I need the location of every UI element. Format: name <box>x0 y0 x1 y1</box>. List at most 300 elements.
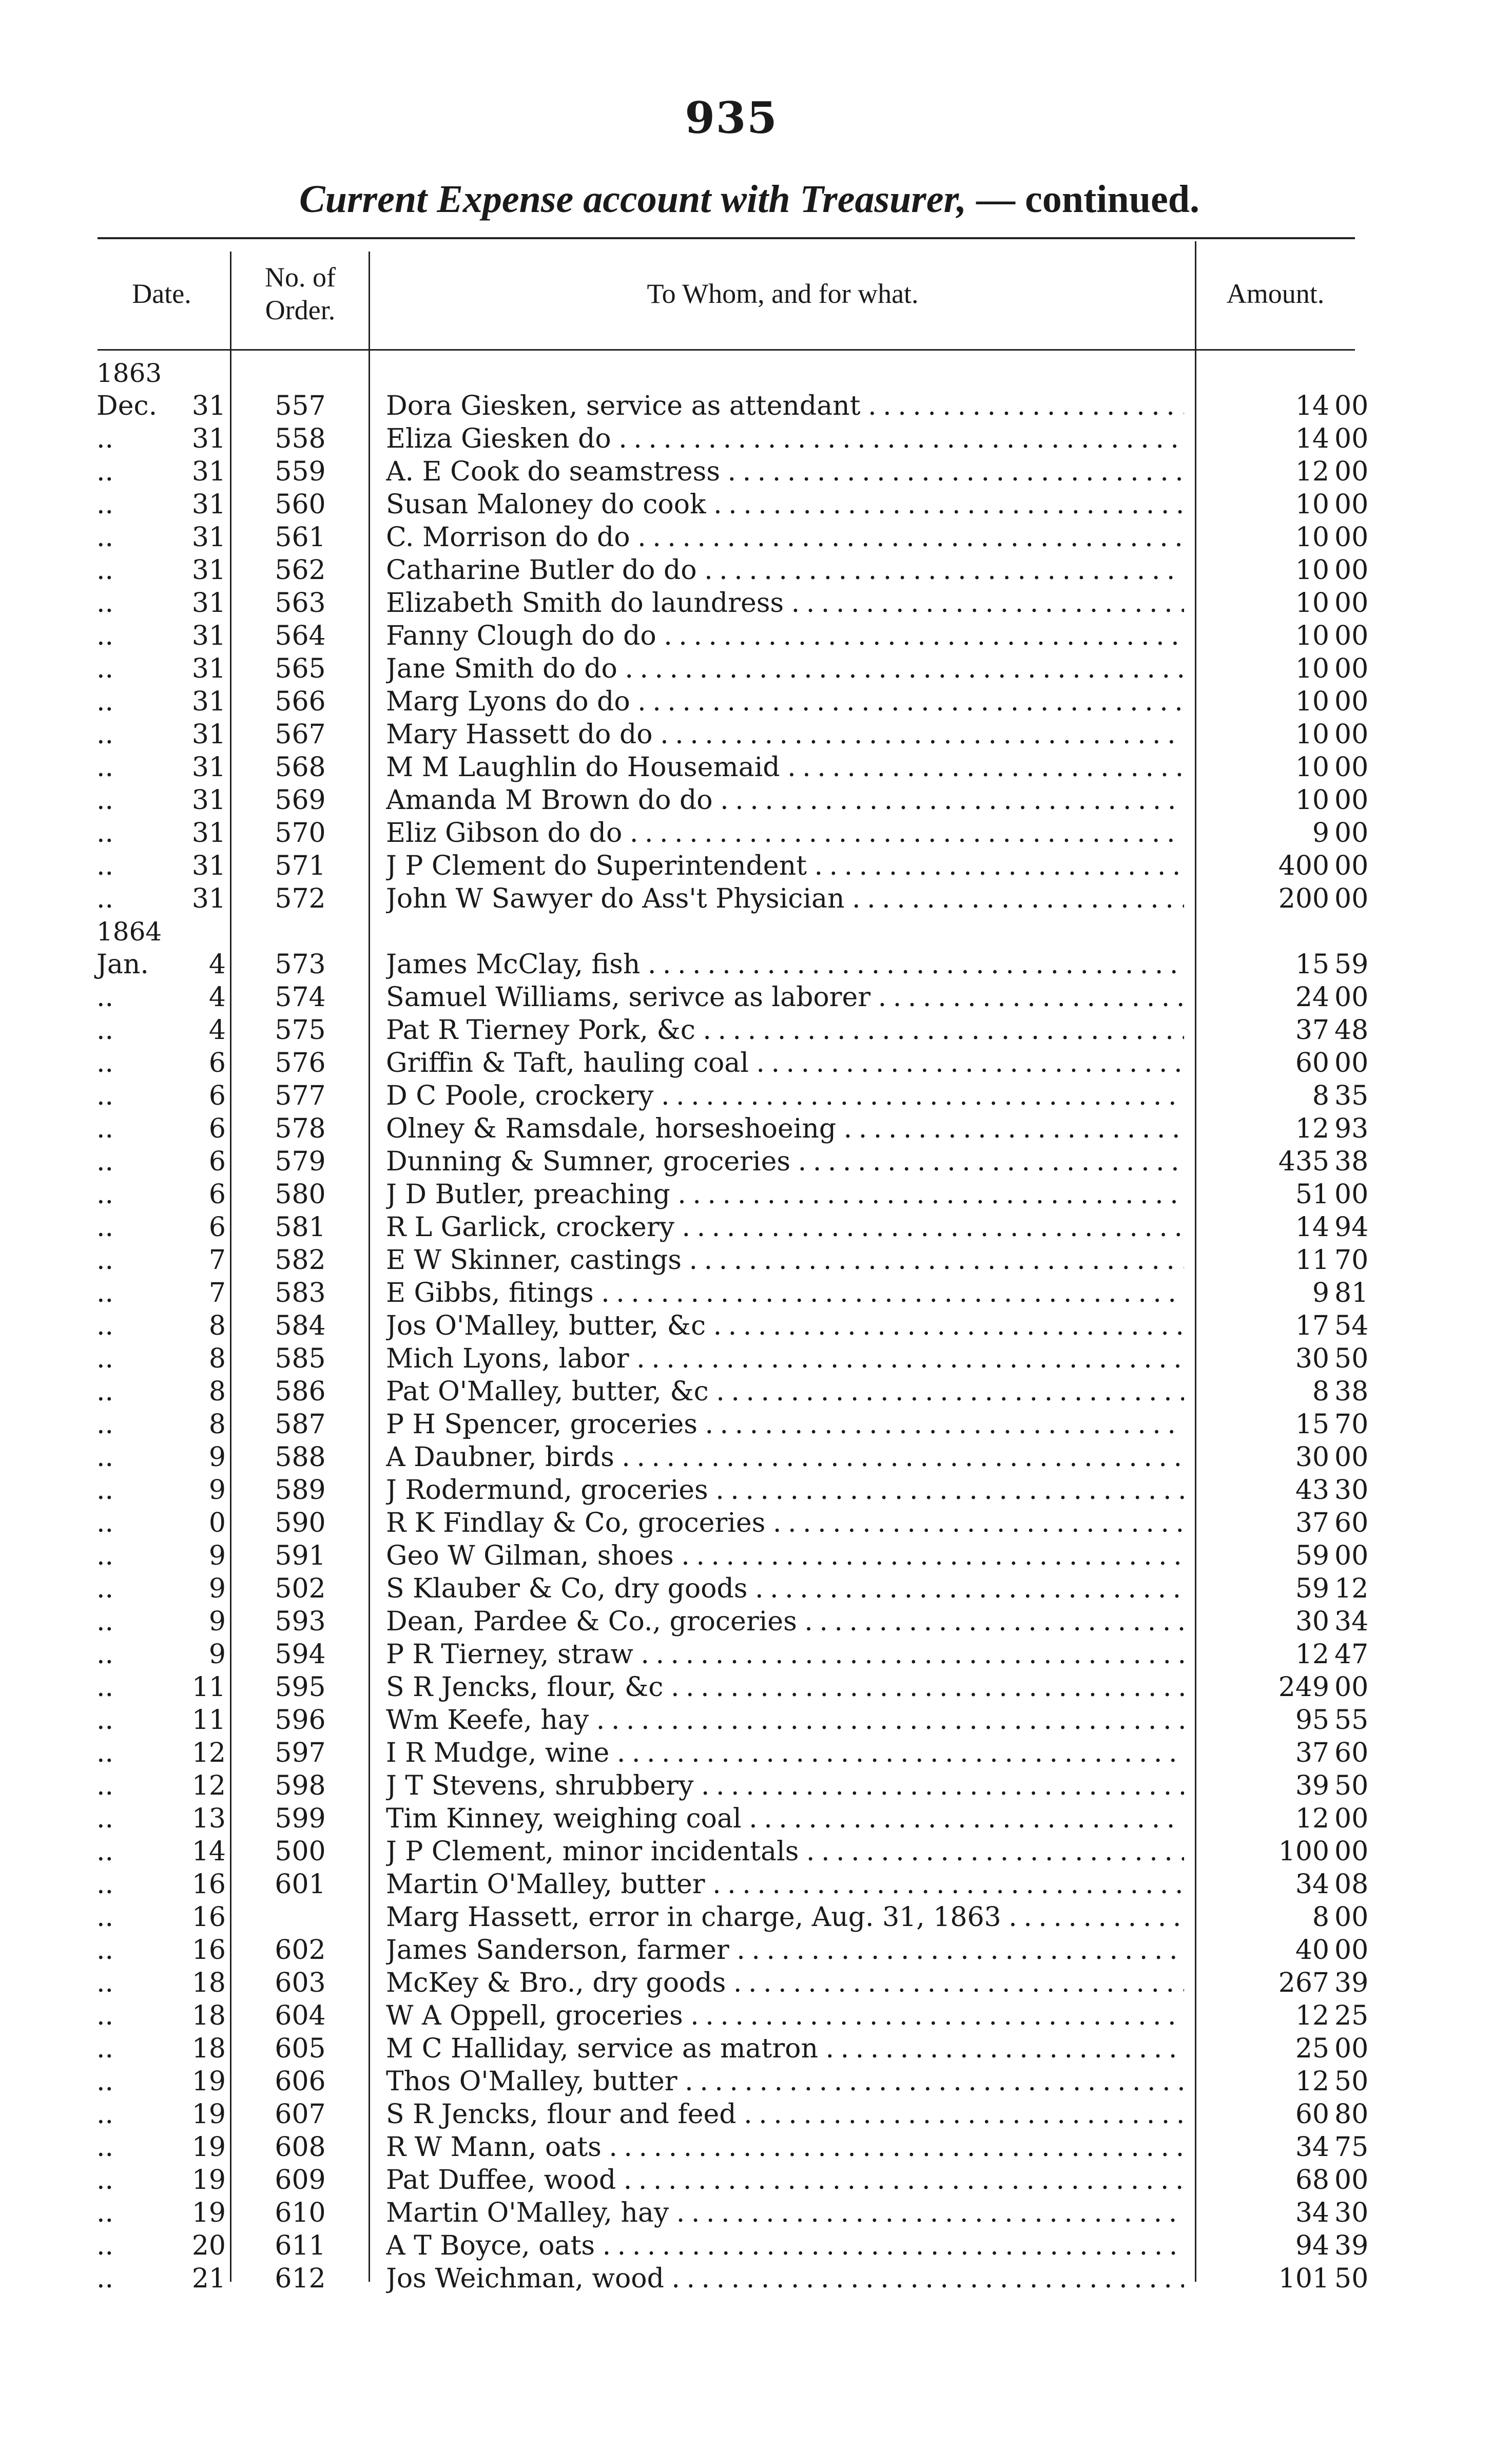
amount-dollars: 12 <box>1295 1113 1329 1144</box>
amount-cents: 35 <box>1334 1081 1369 1111</box>
date-month: .. <box>96 1278 114 1308</box>
table-row <box>0 1014 1511 1047</box>
entry-description: Pat Duffee, wood . . . <box>386 2164 1184 2197</box>
amount-cents: 34 <box>1334 1606 1369 1637</box>
entry-description: A T Boyce, oats . . . <box>386 2229 1184 2262</box>
entry-description: E W Skinner, castings . . . <box>386 1244 1184 1277</box>
entry-description: Wm Keefe, hay . . . <box>386 1704 1184 1737</box>
entry-description: S R Jencks, flour, &c . . . <box>386 1671 1184 1704</box>
amount-dollars: 25 <box>1295 2033 1329 2064</box>
amount-cents: 54 <box>1334 1311 1369 1341</box>
date-month: .. <box>96 1672 114 1703</box>
year-row <box>0 357 1511 390</box>
amount-dollars: 10 <box>1295 686 1329 717</box>
table-row <box>0 2098 1511 2131</box>
date-month: .. <box>96 588 114 619</box>
entry-description: Susan Maloney do cook . . . <box>386 488 1184 521</box>
date-month: .. <box>96 2263 114 2294</box>
amount-cents: 48 <box>1334 1015 1369 1046</box>
order-number: 604 <box>275 2000 326 2031</box>
date-day: 31 <box>191 752 226 783</box>
order-number: 602 <box>275 1935 326 1966</box>
entry-description: Griffin & Taft, hauling coal . . . <box>386 1047 1184 1080</box>
order-number: 566 <box>275 686 326 717</box>
amount-cents: 50 <box>1334 2263 1369 2294</box>
date-month: .. <box>96 785 114 816</box>
table-row <box>0 1737 1511 1769</box>
amount-dollars: 51 <box>1295 1179 1329 1210</box>
entry-description: R K Findlay & Co, groceries . . . <box>386 1507 1184 1539</box>
amount-dollars: 17 <box>1295 1311 1329 1341</box>
date-day: 31 <box>191 555 226 586</box>
entry-description: Martin O'Malley, butter . . . <box>386 1868 1184 1901</box>
entry-description: I R Mudge, wine . . . <box>386 1737 1184 1769</box>
date-month: Jan. <box>96 949 149 980</box>
date-month: .. <box>96 1081 114 1111</box>
date-month: .. <box>96 1245 114 1276</box>
table-row <box>0 784 1511 817</box>
table-row <box>0 1342 1511 1375</box>
entry-description: Mich Lyons, labor . . . <box>386 1342 1184 1375</box>
order-number: 571 <box>275 851 326 881</box>
amount-dollars: 435 <box>1278 1146 1329 1177</box>
date-month: .. <box>96 1146 114 1177</box>
table-row <box>0 422 1511 455</box>
amount-dollars: 10 <box>1295 752 1329 783</box>
date-day: 11 <box>191 1705 226 1736</box>
order-number: 569 <box>275 785 326 816</box>
amount-cents: 00 <box>1334 2033 1369 2064</box>
entry-description: James McClay, fish . . . <box>386 948 1184 981</box>
table-row <box>0 817 1511 850</box>
date-month: .. <box>96 1705 114 1736</box>
date-month: .. <box>96 2033 114 2064</box>
entry-description: M M Laughlin do Housemaid . . . <box>386 751 1184 784</box>
order-number: 581 <box>275 1212 326 1243</box>
table-row <box>0 1704 1511 1737</box>
entry-description: Jos O'Malley, butter, &c . . . <box>386 1310 1184 1342</box>
amount-dollars: 43 <box>1295 1475 1329 1506</box>
table-row <box>0 390 1511 422</box>
table-row <box>0 2164 1511 2197</box>
date-month: .. <box>96 1508 114 1538</box>
date-day: 19 <box>191 2066 226 2097</box>
entry-description: Geo W Gilman, shoes . . . <box>386 1539 1184 1572</box>
order-number: 562 <box>275 555 326 586</box>
entry-description: E Gibbs, fitings . . . <box>386 1277 1184 1310</box>
amount-dollars: 34 <box>1295 2198 1329 2228</box>
amount-cents: 60 <box>1334 1508 1369 1538</box>
order-number: 500 <box>275 1836 326 1867</box>
order-number: 574 <box>275 982 326 1013</box>
table-row <box>0 488 1511 521</box>
entry-description: J P Clement do Superintendent . . . <box>386 850 1184 882</box>
date-day: 9 <box>208 1606 226 1637</box>
amount-cents: 25 <box>1334 2000 1369 2031</box>
entry-description: C. Morrison do do . . . <box>386 521 1184 554</box>
date-day: 14 <box>191 1836 226 1867</box>
order-number: 593 <box>275 1606 326 1637</box>
amount-dollars: 267 <box>1278 1968 1329 1998</box>
entry-description: Dora Giesken, service as attendant . . . <box>386 390 1184 422</box>
amount-dollars: 95 <box>1295 1705 1329 1736</box>
amount-dollars: 14 <box>1295 424 1329 454</box>
amount-dollars: 14 <box>1295 1212 1329 1243</box>
amount-cents: 00 <box>1334 1803 1369 1834</box>
table-row <box>0 2262 1511 2295</box>
date-month: .. <box>96 1541 114 1571</box>
date-day: 31 <box>191 489 226 520</box>
entry-description: Dean, Pardee & Co., groceries . . . <box>386 1605 1184 1638</box>
amount-dollars: 12 <box>1295 2066 1329 2097</box>
entry-description: S R Jencks, flour and feed . . . <box>386 2098 1184 2131</box>
table-row <box>0 1112 1511 1145</box>
entry-description: James Sanderson, farmer . . . <box>386 1934 1184 1967</box>
amount-dollars: 10 <box>1295 719 1329 750</box>
entry-description: Samuel Williams, serivce as laborer . . . <box>386 981 1184 1014</box>
date-day: 31 <box>191 588 226 619</box>
order-number: 577 <box>275 1081 326 1111</box>
date-month: .. <box>96 1311 114 1341</box>
date-day: 6 <box>208 1212 226 1243</box>
date-month: .. <box>96 1770 114 1801</box>
entry-description: Dunning & Sumner, groceries . . . <box>386 1145 1184 1178</box>
table-row <box>0 1211 1511 1244</box>
order-number: 565 <box>275 653 326 684</box>
table-row <box>0 751 1511 784</box>
date-month: .. <box>96 1803 114 1834</box>
date-month: .. <box>96 1836 114 1867</box>
order-number: 563 <box>275 588 326 619</box>
entry-description: Pat O'Malley, butter, &c . . . <box>386 1375 1184 1408</box>
date-day: 19 <box>191 2132 226 2163</box>
table-row <box>0 850 1511 882</box>
date-day: 18 <box>191 2033 226 2064</box>
date-month: .. <box>96 2066 114 2097</box>
amount-cents: 50 <box>1334 1770 1369 1801</box>
amount-cents: 55 <box>1334 1705 1369 1736</box>
order-number: 559 <box>275 456 326 487</box>
amount-dollars: 94 <box>1295 2230 1329 2261</box>
amount-dollars: 11 <box>1295 1245 1329 1276</box>
amount-dollars: 10 <box>1295 555 1329 586</box>
entry-description: Marg Lyons do do . . . <box>386 685 1184 718</box>
entry-description: Catharine Butler do do . . . <box>386 554 1184 587</box>
amount-cents: 30 <box>1334 2198 1369 2228</box>
header-to-whom: To Whom, and for what. <box>647 278 919 309</box>
entry-description: Amanda M Brown do do . . . <box>386 784 1184 817</box>
date-day: 8 <box>208 1409 226 1440</box>
amount-cents: 00 <box>1334 456 1369 487</box>
amount-cents: 00 <box>1334 851 1369 881</box>
entry-description: McKey & Bro., dry goods . . . <box>386 1967 1184 1999</box>
amount-dollars: 34 <box>1295 1869 1329 1900</box>
order-number: 580 <box>275 1179 326 1210</box>
page-number: 935 <box>685 92 778 143</box>
amount-dollars: 200 <box>1278 883 1329 914</box>
table-row <box>0 981 1511 1014</box>
date-day: 4 <box>208 982 226 1013</box>
order-number: 601 <box>275 1869 326 1900</box>
date-day: 6 <box>208 1081 226 1111</box>
entry-description: M C Halliday, service as matron . . . <box>386 2032 1184 2065</box>
amount-dollars: 37 <box>1295 1015 1329 1046</box>
date-day: 13 <box>191 1803 226 1834</box>
order-number: 570 <box>275 818 326 849</box>
entry-description: Jane Smith do do . . . <box>386 652 1184 685</box>
date-month: .. <box>96 1409 114 1440</box>
order-number: 611 <box>275 2230 326 2261</box>
amount-dollars: 15 <box>1295 949 1329 980</box>
entry-description: Mary Hassett do do . . . <box>386 718 1184 751</box>
order-number: 598 <box>275 1770 326 1801</box>
amount-dollars: 10 <box>1295 621 1329 651</box>
amount-cents: 60 <box>1334 1738 1369 1768</box>
amount-cents: 00 <box>1334 588 1369 619</box>
date-month: .. <box>96 686 114 717</box>
table-row <box>0 1441 1511 1474</box>
order-number: 595 <box>275 1672 326 1703</box>
amount-cents: 50 <box>1334 2066 1369 2097</box>
amount-cents: 00 <box>1334 555 1369 586</box>
table-row <box>0 587 1511 620</box>
table-row <box>0 948 1511 981</box>
amount-cents: 59 <box>1334 949 1369 980</box>
amount-cents: 00 <box>1334 489 1369 520</box>
date-month: .. <box>96 1573 114 1604</box>
date-month: .. <box>96 2000 114 2031</box>
table-row <box>0 2032 1511 2065</box>
amount-cents: 00 <box>1334 522 1369 553</box>
order-number: 558 <box>275 424 326 454</box>
entry-description: Jos Weichman, wood . . . <box>386 2262 1184 2295</box>
header-order-line1: No. of <box>265 262 336 293</box>
amount-dollars: 68 <box>1295 2165 1329 2196</box>
date-month: .. <box>96 1935 114 1966</box>
date-month: .. <box>96 883 114 914</box>
header-amount: Amount. <box>1226 278 1325 309</box>
date-month: .. <box>96 489 114 520</box>
date-day: 31 <box>191 391 226 421</box>
order-number: 585 <box>275 1343 326 1374</box>
order-number: 603 <box>275 1968 326 1998</box>
entry-description: Marg Hassett, error in charge, Aug. 31, 1863 . . . <box>386 1901 1184 1934</box>
amount-dollars: 12 <box>1295 456 1329 487</box>
date-day: 9 <box>208 1639 226 1670</box>
entry-description: A Daubner, birds . . . <box>386 1441 1184 1474</box>
amount-cents: 80 <box>1334 2099 1369 2130</box>
amount-cents: 75 <box>1334 2132 1369 2163</box>
order-number: 561 <box>275 522 326 553</box>
order-number: 557 <box>275 391 326 421</box>
date-day: 9 <box>208 1475 226 1506</box>
amount-cents: 00 <box>1334 719 1369 750</box>
date-day: 31 <box>191 818 226 849</box>
year-row <box>0 915 1511 948</box>
table-row <box>0 652 1511 685</box>
entry-description: Pat R Tierney Pork, &c . . . <box>386 1014 1184 1047</box>
amount-dollars: 40 <box>1295 1935 1329 1966</box>
amount-cents: 00 <box>1334 1902 1369 1933</box>
amount-dollars: 9 <box>1312 818 1329 849</box>
amount-dollars: 37 <box>1295 1738 1329 1768</box>
entry-description: Olney & Ramsdale, horseshoeing . . . <box>386 1112 1184 1145</box>
table-row <box>0 1408 1511 1441</box>
order-number: 578 <box>275 1113 326 1144</box>
entry-description: A. E Cook do seamstress . . . <box>386 455 1184 488</box>
amount-cents: 38 <box>1334 1146 1369 1177</box>
table-row <box>0 1244 1511 1277</box>
date-day: 9 <box>208 1541 226 1571</box>
table-row <box>0 1999 1511 2032</box>
date-day: 16 <box>191 1935 226 1966</box>
header-bottom-rule <box>98 349 1355 351</box>
amount-dollars: 60 <box>1295 1048 1329 1079</box>
date-month: Dec. <box>96 391 158 421</box>
date-day: 21 <box>191 2263 226 2294</box>
order-number: 612 <box>275 2263 326 2294</box>
amount-dollars: 101 <box>1278 2263 1329 2294</box>
entry-description: J Rodermund, groceries . . . <box>386 1474 1184 1507</box>
amount-dollars: 12 <box>1295 2000 1329 2031</box>
amount-dollars: 59 <box>1295 1573 1329 1604</box>
date-day: 16 <box>191 1902 226 1933</box>
date-day: 19 <box>191 2198 226 2228</box>
entry-description: Martin O'Malley, hay . . . <box>386 2197 1184 2229</box>
date-month: .. <box>96 2165 114 2196</box>
order-number: 596 <box>275 1705 326 1736</box>
table-row <box>0 554 1511 587</box>
table-row <box>0 1605 1511 1638</box>
table-row <box>0 1572 1511 1605</box>
amount-dollars: 10 <box>1295 785 1329 816</box>
order-number: 599 <box>275 1803 326 1834</box>
entry-description: J P Clement, minor incidentals . . . <box>386 1835 1184 1868</box>
date-day: 19 <box>191 2165 226 2196</box>
date-day: 8 <box>208 1343 226 1374</box>
amount-cents: 00 <box>1334 1935 1369 1966</box>
amount-dollars: 10 <box>1295 588 1329 619</box>
order-number: 583 <box>275 1278 326 1308</box>
amount-dollars: 100 <box>1278 1836 1329 1867</box>
amount-dollars: 9 <box>1312 1278 1329 1308</box>
date-month: .. <box>96 1639 114 1670</box>
table-row <box>0 1539 1511 1572</box>
amount-cents: 39 <box>1334 2230 1369 2261</box>
date-month: .. <box>96 752 114 783</box>
date-day: 19 <box>191 2099 226 2130</box>
table-row <box>0 1671 1511 1704</box>
date-month: .. <box>96 1015 114 1046</box>
amount-cents: 00 <box>1334 1048 1369 1079</box>
date-month: .. <box>96 818 114 849</box>
amount-cents: 00 <box>1334 785 1369 816</box>
order-number: 584 <box>275 1311 326 1341</box>
order-number: 589 <box>275 1475 326 1506</box>
table-row <box>0 1901 1511 1934</box>
table-row <box>0 1769 1511 1802</box>
amount-dollars: 15 <box>1295 1409 1329 1440</box>
date-day: 8 <box>208 1376 226 1407</box>
entry-description: Tim Kinney, weighing coal . . . <box>386 1802 1184 1835</box>
date-day: 4 <box>208 1015 226 1046</box>
table-row <box>0 882 1511 915</box>
amount-cents: 94 <box>1334 1212 1369 1243</box>
table-top-rule <box>98 237 1355 239</box>
date-month: .. <box>96 1606 114 1637</box>
date-day: 12 <box>191 1770 226 1801</box>
amount-dollars: 60 <box>1295 2099 1329 2130</box>
table-row <box>0 1934 1511 1967</box>
amount-cents: 00 <box>1334 391 1369 421</box>
date-month: .. <box>96 719 114 750</box>
date-month: .. <box>96 1968 114 1998</box>
amount-cents: 93 <box>1334 1113 1369 1144</box>
date-month: .. <box>96 1442 114 1473</box>
order-number: 575 <box>275 1015 326 1046</box>
order-number: 609 <box>275 2165 326 2196</box>
date-day: 8 <box>208 1311 226 1341</box>
entry-description: Eliza Giesken do . . . <box>386 422 1184 455</box>
amount-dollars: 24 <box>1295 982 1329 1013</box>
date-day: 18 <box>191 1968 226 1998</box>
order-number: 576 <box>275 1048 326 1079</box>
date-day: 18 <box>191 2000 226 2031</box>
order-number: 564 <box>275 621 326 651</box>
date-month: .. <box>96 555 114 586</box>
table-row <box>0 455 1511 488</box>
amount-dollars: 39 <box>1295 1770 1329 1801</box>
entry-description: S Klauber & Co, dry goods . . . <box>386 1572 1184 1605</box>
amount-cents: 00 <box>1334 686 1369 717</box>
date-day: 31 <box>191 686 226 717</box>
amount-cents: 70 <box>1334 1409 1369 1440</box>
amount-cents: 47 <box>1334 1639 1369 1670</box>
date-month: .. <box>96 1343 114 1374</box>
order-number: 579 <box>275 1146 326 1177</box>
entry-description: Thos O'Malley, butter . . . <box>386 2065 1184 2098</box>
date-day: 31 <box>191 883 226 914</box>
order-number: 594 <box>275 1639 326 1670</box>
table-row <box>0 685 1511 718</box>
table-row <box>0 1080 1511 1112</box>
date-day: 6 <box>208 1146 226 1177</box>
date-month: .. <box>96 1179 114 1210</box>
amount-cents: 38 <box>1334 1376 1369 1407</box>
date-day: 31 <box>191 719 226 750</box>
amount-cents: 00 <box>1334 1836 1369 1867</box>
page-title <box>103 177 1396 222</box>
table-row <box>0 1507 1511 1539</box>
amount-cents: 00 <box>1334 752 1369 783</box>
table-row <box>0 521 1511 554</box>
date-month: .. <box>96 653 114 684</box>
order-number: 502 <box>275 1573 326 1604</box>
table-row <box>0 1638 1511 1671</box>
order-number: 608 <box>275 2132 326 2163</box>
amount-dollars: 59 <box>1295 1541 1329 1571</box>
order-number: 591 <box>275 1541 326 1571</box>
date-day: 6 <box>208 1048 226 1079</box>
order-number: 607 <box>275 2099 326 2130</box>
entry-description: Fanny Clough do do . . . <box>386 620 1184 652</box>
header-order-line2: Order. <box>265 295 336 325</box>
date-day: 31 <box>191 785 226 816</box>
date-day: 7 <box>208 1245 226 1276</box>
amount-dollars: 249 <box>1278 1672 1329 1703</box>
amount-cents: 00 <box>1334 1442 1369 1473</box>
date-month: .. <box>96 1902 114 1933</box>
